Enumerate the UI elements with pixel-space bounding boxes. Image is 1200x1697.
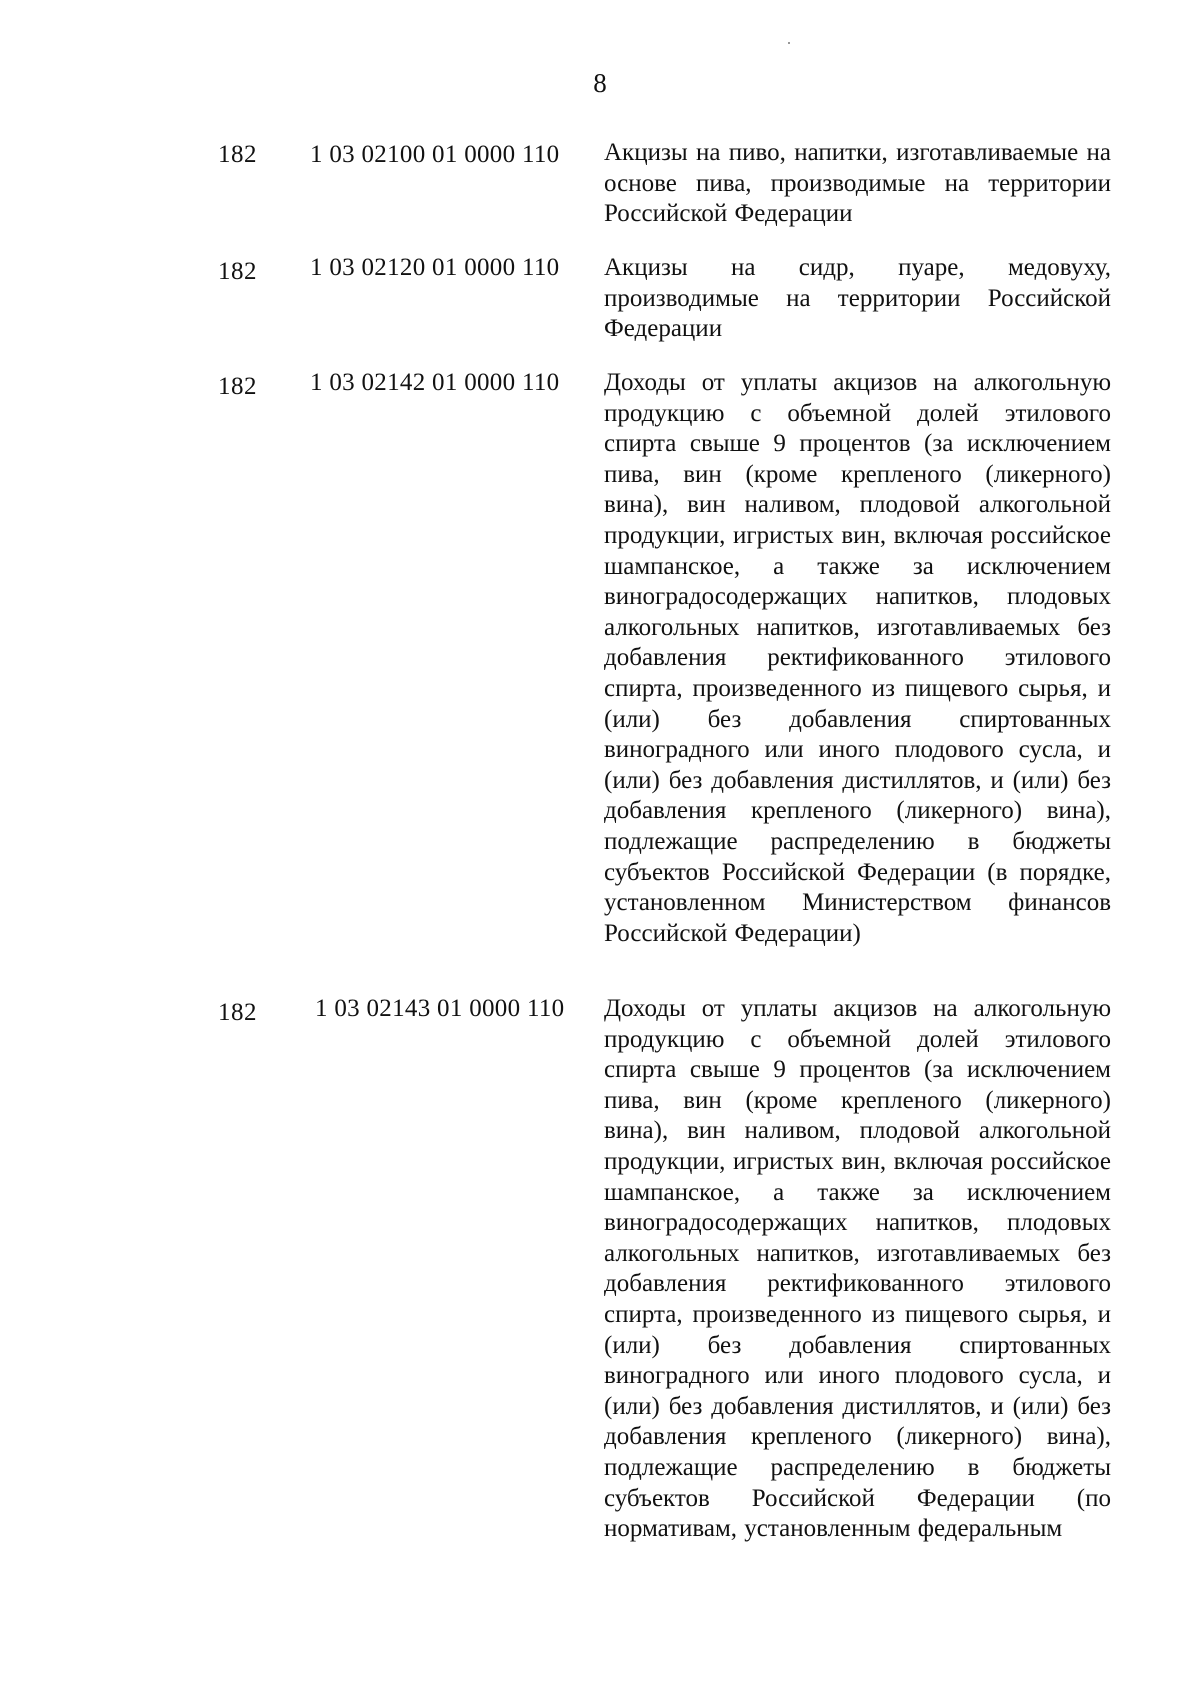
kbk-code: 1 03 02142 01 0000 110 [310,369,560,396]
scan-speck [788,42,790,44]
kbk-code: 1 03 02100 01 0000 110 [310,141,560,168]
admin-code: 182 [218,141,257,168]
page-number: 8 [593,68,607,98]
revenue-description: Доходы от уплаты акцизов на алкогольную продукцию с объемной долей этилового спирта свыше 9 процентов (за исключением пива, вин (кроме крепленого (ликерного) вина), вин наливом, плодовой алкогольной продукции, игристых вин, включая российское шампанское, а также за исключением виноградосодержащих напитков, плодовых алкогольных напитков, изготавливаемых без добавления ректификованного этилового спирта, произведенного из пищевого сырья, и (или) без добавления спиртованных виноградного или иного плодового сусла, и (или) без добавления дистиллятов, и (или) без добавления крепленого (ликерного) вина), подлежащие распределению в бюджеты субъектов Российской Федерации (в порядке, установленном Министерством финансов Российской Федерации) [604,369,1111,947]
kbk-code: 1 03 02120 01 0000 110 [310,254,560,281]
revenue-description: Акцизы на пиво, напитки, изготавливаемые на основе пива, производимые на территории Российской Федерации [604,139,1111,228]
revenue-description: Доходы от уплаты акцизов на алкогольную продукцию с объемной долей этилового спирта свыше 9 процентов (за исключением пива, вин (кроме крепленого (ликерного) вина), вин наливом, плодовой алкогольной продукции, игристых вин, включая российское шампанское, а также за исключением виноградосодержащих напитков, плодовых алкогольных напитков, изготавливаемых без добавления ректификованного этилового спирта, произведенного из пищевого сырья, и (или) без добавления спиртованных виноградного или иного плодового сусла, и (или) без добавления дистиллятов, и (или) без добавления крепленого (ликерного) вина), подлежащие распределению в бюджеты субъектов Российской Федерации (по нормативам, установленным федеральным [604,995,1111,1543]
kbk-code: 1 03 02143 01 0000 110 [315,995,565,1022]
admin-code: 182 [218,258,257,285]
admin-code: 182 [218,373,257,400]
revenue-description: Акцизы на сидр, пуаре, медовуху, производимые на территории Российской Федерации [604,254,1111,343]
admin-code: 182 [218,999,257,1026]
